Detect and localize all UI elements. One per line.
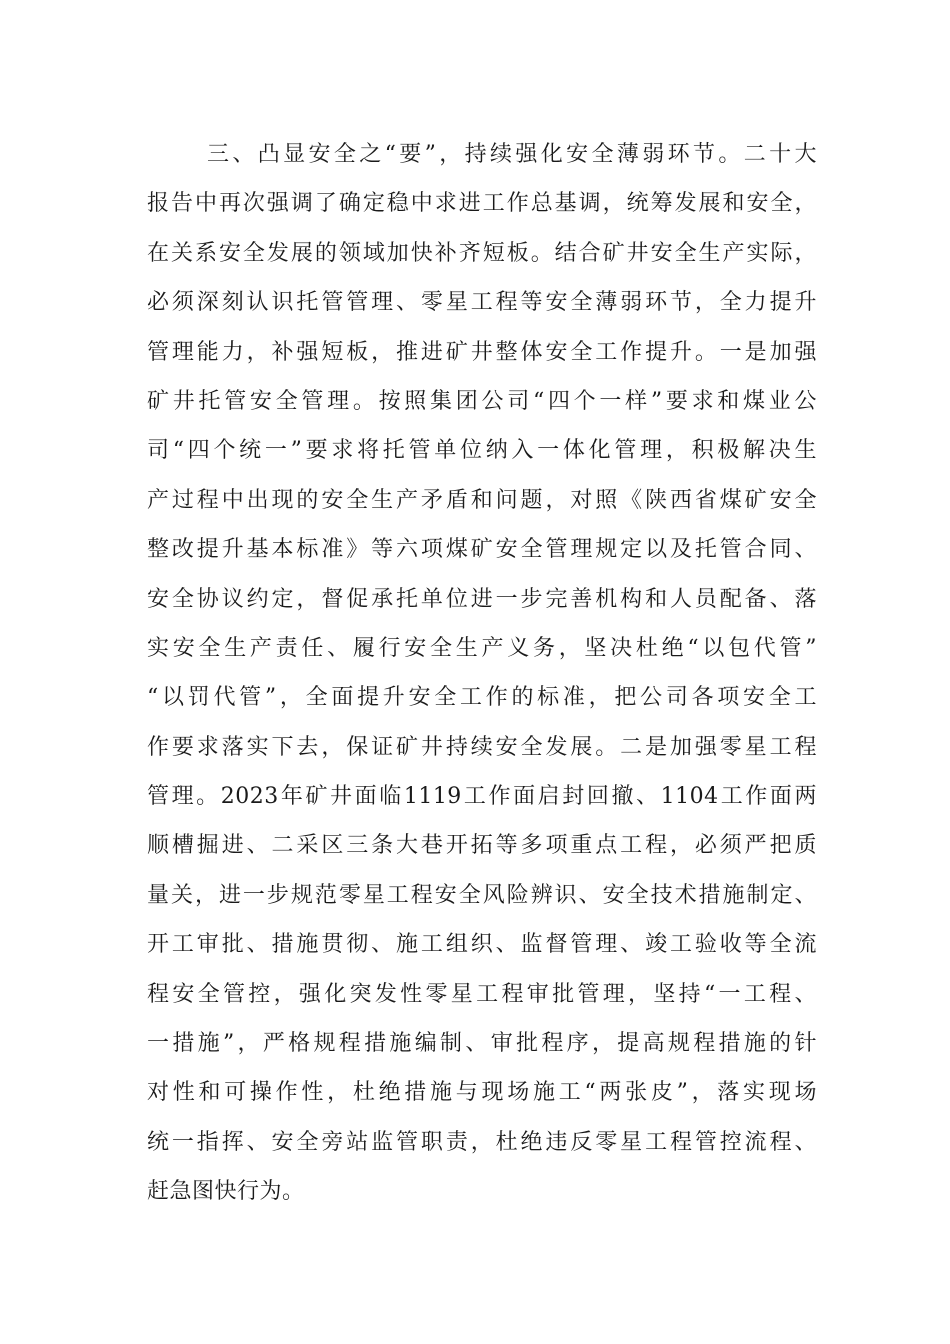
paragraph-line: 量关，进一步规范零星工程安全风险辨识、安全技术措施制定、 — [147, 882, 817, 908]
paragraph-line: 三、凸显安全之“要”，持续强化安全薄弱环节。二十大 — [207, 142, 817, 167]
paragraph-line: 整改提升基本标准》等六项煤矿安全管理规定以及托管合同、 — [147, 537, 817, 563]
paragraph-line: 司“四个统一”要求将托管单位纳入一体化管理，积极解决生 — [147, 438, 817, 464]
paragraph-line: 赶急图快行为。 — [147, 1179, 305, 1205]
paragraph-line: 一措施”，严格规程措施编制、审批程序，提高规程措施的针 — [147, 1031, 817, 1057]
paragraph-line: 统一指挥、安全旁站监管职责，杜绝违反零星工程管控流程、 — [147, 1129, 817, 1155]
paragraph-line: 开工审批、措施贯彻、施工组织、监督管理、竣工验收等全流 — [147, 932, 817, 958]
paragraph-line: 管理。2023年矿井面临1119工作面启封回撤、1104工作面两 — [147, 784, 817, 810]
paragraph-line: 顺槽掘进、二采区三条大巷开拓等多项重点工程，必须严把质 — [147, 833, 817, 859]
paragraph-line: 必须深刻认识托管管理、零星工程等安全薄弱环节，全力提升 — [147, 290, 817, 316]
paragraph-line: 管理能力，补强短板，推进矿井整体安全工作提升。一是加强 — [147, 339, 817, 365]
paragraph-line: 对性和可操作性，杜绝措施与现场施工“两张皮”，落实现场 — [147, 1080, 817, 1106]
paragraph-line: 安全协议约定，督促承托单位进一步完善机构和人员配备、落 — [147, 586, 817, 612]
paragraph-line: 程安全管控，强化突发性零星工程审批管理，坚持“一工程、 — [147, 981, 817, 1007]
paragraph-line: “以罚代管”，全面提升安全工作的标准，把公司各项安全工 — [147, 685, 817, 711]
paragraph-line: 实安全生产责任、履行安全生产义务，坚决杜绝“以包代管” — [147, 635, 817, 661]
paragraph-line: 在关系安全发展的领域加快补齐短板。结合矿井安全生产实际， — [147, 240, 817, 266]
body-paragraph — [147, 130, 817, 1217]
paragraph-line: 作要求落实下去，保证矿井持续安全发展。二是加强零星工程 — [147, 734, 817, 760]
paragraph-line: 矿井托管安全管理。按照集团公司“四个一样”要求和煤业公 — [147, 388, 817, 414]
paragraph-line: 产过程中出现的安全生产矛盾和问题，对照《陕西省煤矿安全 — [147, 487, 817, 513]
paragraph-line: 报告中再次强调了确定稳中求进工作总基调，统筹发展和安全， — [147, 191, 817, 217]
